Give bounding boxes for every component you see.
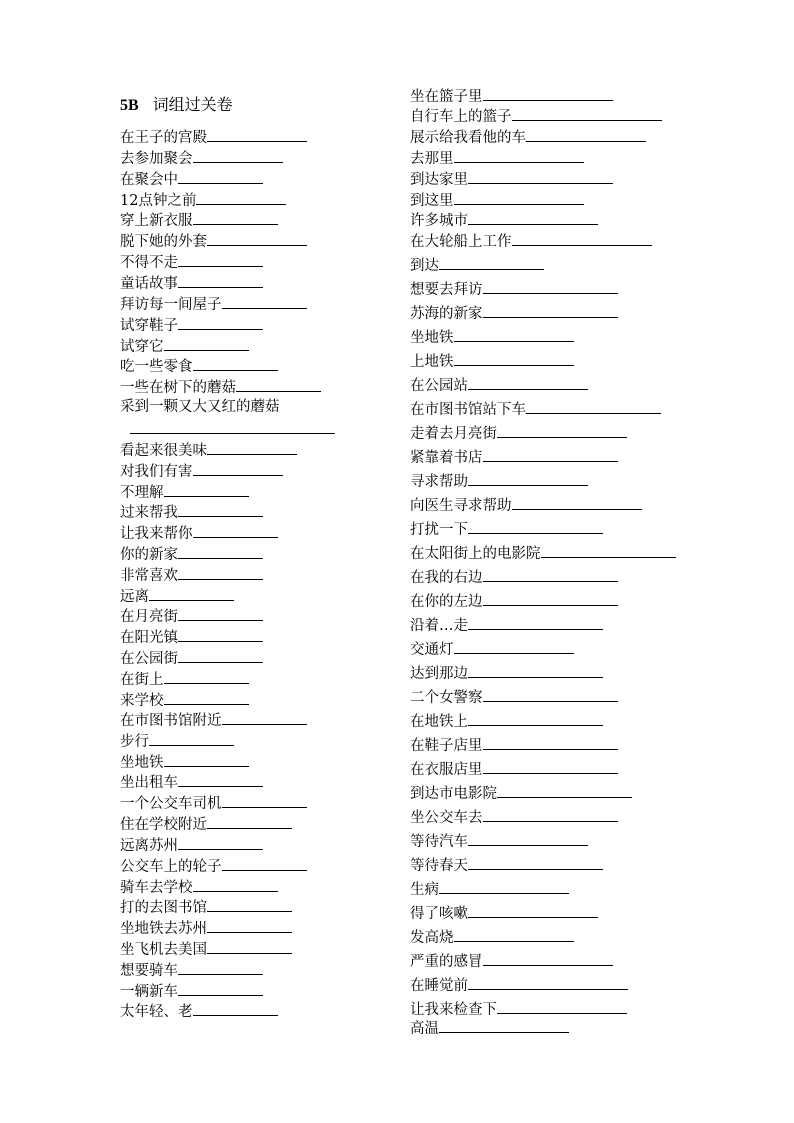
answer-blank-line[interactable]: [512, 106, 662, 121]
answer-blank-line[interactable]: [454, 148, 584, 163]
answer-blank-line[interactable]: [497, 423, 627, 438]
answer-blank-line[interactable]: [468, 375, 588, 390]
left-phrase-row: [120, 690, 249, 710]
left-phrase-row: [120, 544, 263, 564]
answer-blank-line[interactable]: [164, 752, 249, 767]
answer-blank-line[interactable]: [483, 759, 618, 774]
answer-blank-line[interactable]: [497, 783, 632, 798]
phrase-label: 在街上: [120, 672, 164, 688]
answer-blank-line[interactable]: [526, 127, 646, 142]
phrase-label: 去参加聚会: [120, 151, 193, 167]
phrase-label: 不理解: [120, 485, 164, 501]
answer-blank-line[interactable]: [439, 255, 544, 270]
page-title: [120, 92, 233, 115]
right-phrase-row: [410, 879, 569, 899]
phrase-label: 住在学校附近: [120, 817, 207, 833]
answer-blank-line[interactable]: [468, 903, 598, 918]
answer-blank-line[interactable]: [439, 1018, 569, 1033]
answer-blank-line[interactable]: [541, 543, 676, 558]
phrase-label: 让我来帮你: [120, 526, 193, 542]
phrase-label: 远离: [120, 589, 149, 605]
phrase-label: 过来帮我: [120, 505, 178, 521]
phrase-label: 在王子的宫殿: [120, 130, 207, 146]
phrase-label: 上地铁: [410, 354, 454, 370]
phrase-label: 公交车上的轮子: [120, 859, 222, 875]
right-phrase-row: [410, 639, 574, 659]
answer-blank-line[interactable]: [178, 565, 263, 580]
phrase-label: 自行车上的篮子: [410, 109, 512, 125]
phrase-label: 交通灯: [410, 642, 454, 658]
answer-blank-line[interactable]: [178, 835, 263, 850]
right-phrase-row: [410, 927, 574, 947]
left-phrase-row: [120, 960, 263, 980]
answer-blank-line[interactable]: [193, 877, 278, 892]
phrase-label: 拜访每一间屋子: [120, 297, 222, 313]
left-phrase-row: [120, 918, 292, 938]
answer-blank-line[interactable]: [178, 606, 263, 621]
right-phrase-row: [410, 106, 662, 126]
phrase-label: 想要去拜访: [410, 282, 483, 298]
answer-blank-line[interactable]: [193, 210, 278, 225]
left-phrase-row: [120, 502, 263, 522]
phrase-label: 采到一颗又大又红的蘑菇: [120, 399, 280, 415]
answer-blank-line[interactable]: [483, 86, 613, 101]
left-phrase-row: [120, 148, 283, 168]
phrase-label: 在鞋子店里: [410, 738, 483, 754]
answer-blank-line[interactable]: [454, 190, 584, 205]
right-phrase-row: [410, 148, 584, 168]
answer-blank-line[interactable]: [512, 231, 652, 246]
right-phrase-row: [410, 1018, 569, 1038]
left-phrase-row: [120, 814, 292, 834]
answer-blank-line[interactable]: [164, 482, 249, 497]
left-phrase-row: [120, 190, 286, 210]
right-phrase-row: [410, 999, 627, 1019]
phrase-label: 坐飞机去美国: [120, 942, 207, 958]
phrase-label: 在地铁上: [410, 714, 468, 730]
phrase-label: 不得不走: [120, 255, 178, 271]
right-phrase-row: [410, 169, 613, 189]
phrase-label: 等待春天: [410, 858, 468, 874]
answer-blank-line[interactable]: [497, 999, 627, 1014]
answer-blank-line[interactable]: [207, 814, 292, 829]
phrase-label: 许多城市: [410, 213, 468, 229]
answer-blank-line[interactable]: [468, 615, 603, 630]
left-phrase-row: [120, 772, 263, 792]
answer-blank-line[interactable]: [149, 731, 234, 746]
phrase-label: 对我们有害: [120, 464, 193, 480]
right-phrase-row: [410, 807, 618, 827]
answer-blank-line[interactable]: [454, 327, 574, 342]
left-phrase-row: [120, 523, 278, 543]
answer-blank-line[interactable]: [454, 639, 574, 654]
right-phrase-row: [410, 951, 613, 971]
left-phrase-row: [120, 897, 292, 917]
answer-blank-line[interactable]: [149, 586, 234, 601]
left-phrase-row: [120, 398, 280, 416]
right-phrase-row: [410, 86, 613, 106]
phrase-label: 在市图书馆站下车: [410, 402, 526, 418]
phrase-label: 在公园站: [410, 378, 468, 394]
answer-blank-line[interactable]: [454, 927, 574, 942]
left-phrase-row: [120, 939, 292, 959]
left-phrase-row: [120, 440, 297, 460]
answer-blank-line[interactable]: [193, 461, 283, 476]
phrase-label: 试穿它: [120, 339, 164, 355]
right-phrase-row: [410, 615, 603, 635]
left-phrase-row: [120, 586, 234, 606]
left-phrase-row: [120, 565, 263, 585]
right-phrase-row: [410, 735, 618, 755]
answer-blank-line[interactable]: [468, 210, 598, 225]
answer-blank-line[interactable]: [468, 711, 603, 726]
answer-blank-line[interactable]: [468, 471, 588, 486]
answer-blank-line[interactable]: [178, 252, 263, 267]
left-phrase-row: [120, 252, 263, 272]
left-phrase-row: [120, 981, 263, 1001]
right-phrase-row: [410, 399, 661, 419]
phrase-label: 坐出租车: [120, 775, 178, 791]
right-phrase-row: [410, 567, 618, 587]
right-phrase-row: [410, 447, 618, 467]
right-phrase-row: [410, 351, 574, 371]
phrase-label: 在睡觉前: [410, 978, 468, 994]
title-code: 5B: [120, 97, 139, 114]
left-phrase-row: [120, 294, 307, 314]
phrase-label: 在太阳街上的电影院: [410, 546, 541, 562]
left-phrase-row: [120, 482, 249, 502]
answer-blank-line[interactable]: [178, 960, 263, 975]
answer-blank-line[interactable]: [178, 273, 263, 288]
left-phrase-row: [120, 336, 249, 356]
answer-blank-line[interactable]: [207, 939, 292, 954]
answer-blank-line[interactable]: [222, 294, 307, 309]
phrase-label: 在你的左边: [410, 594, 483, 610]
left-phrase-row: [120, 1001, 278, 1021]
left-phrase-row: [120, 377, 321, 397]
phrase-label: 童话故事: [120, 276, 178, 292]
left-phrase-row: [120, 461, 283, 481]
left-phrase-row: [120, 231, 307, 251]
answer-blank-line[interactable]: [454, 351, 574, 366]
right-phrase-row: [410, 303, 618, 323]
phrase-label: 严重的感冒: [410, 954, 483, 970]
phrase-label: 一辆新车: [120, 984, 178, 1000]
answer-blank-line[interactable]: [207, 918, 292, 933]
phrase-label: 向医生寻求帮助: [410, 498, 512, 514]
phrase-label: 远离苏州: [120, 838, 178, 854]
phrase-label: 骑车去学校: [120, 880, 193, 896]
phrase-label: 生病: [410, 882, 439, 898]
phrase-label: 一个公交车司机: [120, 796, 222, 812]
answer-blank-line[interactable]: [178, 648, 263, 663]
answer-blank-line[interactable]: [193, 1001, 278, 1016]
left-phrase-row: [120, 169, 263, 189]
phrase-label: 看起来很美味: [120, 443, 207, 459]
answer-blank-line[interactable]: [468, 519, 603, 534]
left-phrase-row: [120, 210, 278, 230]
left-phrase-row: [120, 710, 307, 730]
phrase-label: 得了咳嗽: [410, 906, 468, 922]
phrase-label: 在我的右边: [410, 570, 483, 586]
answer-blank-line[interactable]: [483, 303, 618, 318]
answer-blank-line[interactable]: [207, 127, 307, 142]
answer-blank-line[interactable]: [178, 627, 263, 642]
right-phrase-row: [410, 255, 544, 275]
left-phrase-row: [120, 669, 249, 689]
right-phrase-row: [410, 759, 618, 779]
answer-blank-line[interactable]: [207, 440, 297, 455]
phrase-label: 来学校: [120, 693, 164, 709]
right-phrase-row: [410, 663, 603, 683]
phrase-label: 高温: [410, 1021, 439, 1037]
right-phrase-row: [410, 471, 588, 491]
right-phrase-row: [410, 495, 642, 515]
answer-blank-line[interactable]: [178, 981, 263, 996]
right-phrase-row: [410, 423, 627, 443]
answer-blank-line[interactable]: [526, 399, 661, 414]
answer-blank-line[interactable]: [483, 735, 618, 750]
phrase-label: 坐在篮子里: [410, 89, 483, 105]
answer-blank-line[interactable]: [222, 793, 307, 808]
answer-blank-line[interactable]: [483, 591, 618, 606]
right-phrase-row: [410, 519, 603, 539]
right-phrase-row: [410, 975, 628, 995]
answer-blank-line[interactable]: [164, 690, 249, 705]
answer-blank-line[interactable]: [196, 190, 286, 205]
phrase-label: 二个女警察: [410, 690, 483, 706]
answer-blank-line[interactable]: [236, 377, 321, 392]
right-phrase-row: [410, 591, 618, 611]
phrase-label: 紧靠着书店: [410, 450, 483, 466]
answer-blank-line[interactable]: [468, 831, 588, 846]
phrase-label: 到达: [410, 258, 439, 274]
answer-blank-line[interactable]: [483, 807, 618, 822]
phrase-label: 太年轻、老: [120, 1004, 193, 1020]
phrase-label: 去那里: [410, 151, 454, 167]
phrase-label: 坐地铁: [120, 755, 164, 771]
phrase-label: 到达家里: [410, 172, 468, 188]
phrase-label: 在阳光镇: [120, 630, 178, 646]
right-phrase-row: [410, 190, 584, 210]
phrase-label: 发高烧: [410, 930, 454, 946]
phrase-label: 吃一些零食: [120, 359, 193, 375]
right-phrase-row: [410, 543, 676, 563]
answer-blank-line[interactable]: [468, 855, 603, 870]
phrase-label: 在市图书馆附近: [120, 713, 222, 729]
answer-blank-line[interactable]: [483, 447, 618, 462]
title-text: 词组过关卷: [152, 97, 233, 114]
left-phrase-row: [120, 877, 278, 897]
right-phrase-row: [410, 855, 603, 875]
phrase-label: 打扰一下: [410, 522, 468, 538]
right-phrase-row: [410, 231, 652, 251]
answer-blank-line[interactable]: [468, 975, 628, 990]
answer-blank-line[interactable]: [207, 897, 292, 912]
phrase-label: 坐地铁去苏州: [120, 921, 207, 937]
phrase-label: 试穿鞋子: [120, 318, 178, 334]
phrase-label: 非常喜欢: [120, 568, 178, 584]
phrase-label: 坐公交车去: [410, 810, 483, 826]
answer-blank-line[interactable]: [193, 148, 283, 163]
phrase-label: 等待汽车: [410, 834, 468, 850]
answer-blank-line[interactable]: [193, 356, 278, 371]
phrase-label: 让我来检查下: [410, 1002, 497, 1018]
left-phrase-row: [120, 835, 263, 855]
answer-blank-line[interactable]: [483, 279, 618, 294]
phrase-label: 展示给我看他的车: [410, 130, 526, 146]
left-phrase-row: [120, 731, 234, 751]
phrase-label: 寻求帮助: [410, 474, 468, 490]
phrase-label: 在大轮船上工作: [410, 234, 512, 250]
answer-blank-line[interactable]: [468, 663, 603, 678]
right-phrase-row: [410, 903, 598, 923]
answer-blank-line[interactable]: [193, 523, 278, 538]
left-phrase-row: [120, 648, 263, 668]
right-phrase-row: [410, 831, 588, 851]
phrase-label: 在月亮街: [120, 609, 178, 625]
answer-blank-line[interactable]: [164, 336, 249, 351]
left-phrase-row: [120, 627, 263, 647]
left-phrase-row: [120, 793, 307, 813]
answer-blank-line[interactable]: [468, 169, 613, 184]
right-phrase-row: [410, 279, 618, 299]
phrase-label: 打的去图书馆: [120, 900, 207, 916]
answer-blank-line[interactable]: [130, 432, 335, 434]
phrase-label: 走着去月亮街: [410, 426, 497, 442]
answer-blank-line[interactable]: [164, 669, 249, 684]
phrase-label: 到这里: [410, 193, 454, 209]
right-phrase-row: [410, 327, 574, 347]
left-phrase-row: [120, 127, 307, 147]
phrase-label: 12点钟之前: [120, 193, 197, 209]
phrase-label: 到达市电影院: [410, 786, 497, 802]
answer-blank-line[interactable]: [207, 231, 307, 246]
phrase-label: 一些在树下的蘑菇: [120, 380, 236, 396]
answer-blank-line[interactable]: [483, 951, 613, 966]
answer-blank-line[interactable]: [178, 544, 263, 559]
phrase-label: 步行: [120, 734, 149, 750]
left-phrase-row: [120, 606, 263, 626]
phrase-label: 在公园街: [120, 651, 178, 667]
left-phrase-row: [120, 752, 249, 772]
phrase-label: 脱下她的外套: [120, 234, 207, 250]
phrase-label: 苏海的新家: [410, 306, 483, 322]
right-phrase-row: [410, 783, 632, 803]
answer-blank-line[interactable]: [178, 772, 263, 787]
right-phrase-row: [410, 210, 598, 230]
left-phrase-row: [120, 356, 278, 376]
answer-blank-line[interactable]: [439, 879, 569, 894]
phrase-label: 沿着…走: [410, 618, 468, 634]
left-phrase-row: [120, 315, 263, 335]
answer-blank-line[interactable]: [178, 169, 263, 184]
answer-blank-line[interactable]: [483, 687, 618, 702]
answer-blank-line[interactable]: [222, 856, 307, 871]
phrase-label: 穿上新衣服: [120, 213, 193, 229]
answer-blank-line[interactable]: [512, 495, 642, 510]
phrase-label: 在聚会中: [120, 172, 178, 188]
phrase-label: 想要骑车: [120, 963, 178, 979]
right-phrase-row: [410, 375, 588, 395]
right-phrase-row: [410, 127, 646, 147]
right-phrase-row: [410, 687, 618, 707]
right-phrase-row: [410, 711, 603, 731]
left-phrase-row: [120, 273, 263, 293]
phrase-label: 在衣服店里: [410, 762, 483, 778]
answer-blank-line[interactable]: [178, 502, 263, 517]
answer-blank-line[interactable]: [178, 315, 263, 330]
left-phrase-row: [120, 856, 307, 876]
phrase-label: 你的新家: [120, 547, 178, 563]
phrase-label: 达到那边: [410, 666, 468, 682]
answer-blank-line[interactable]: [222, 710, 307, 725]
phrase-label: 坐地铁: [410, 330, 454, 346]
answer-blank-line[interactable]: [483, 567, 618, 582]
